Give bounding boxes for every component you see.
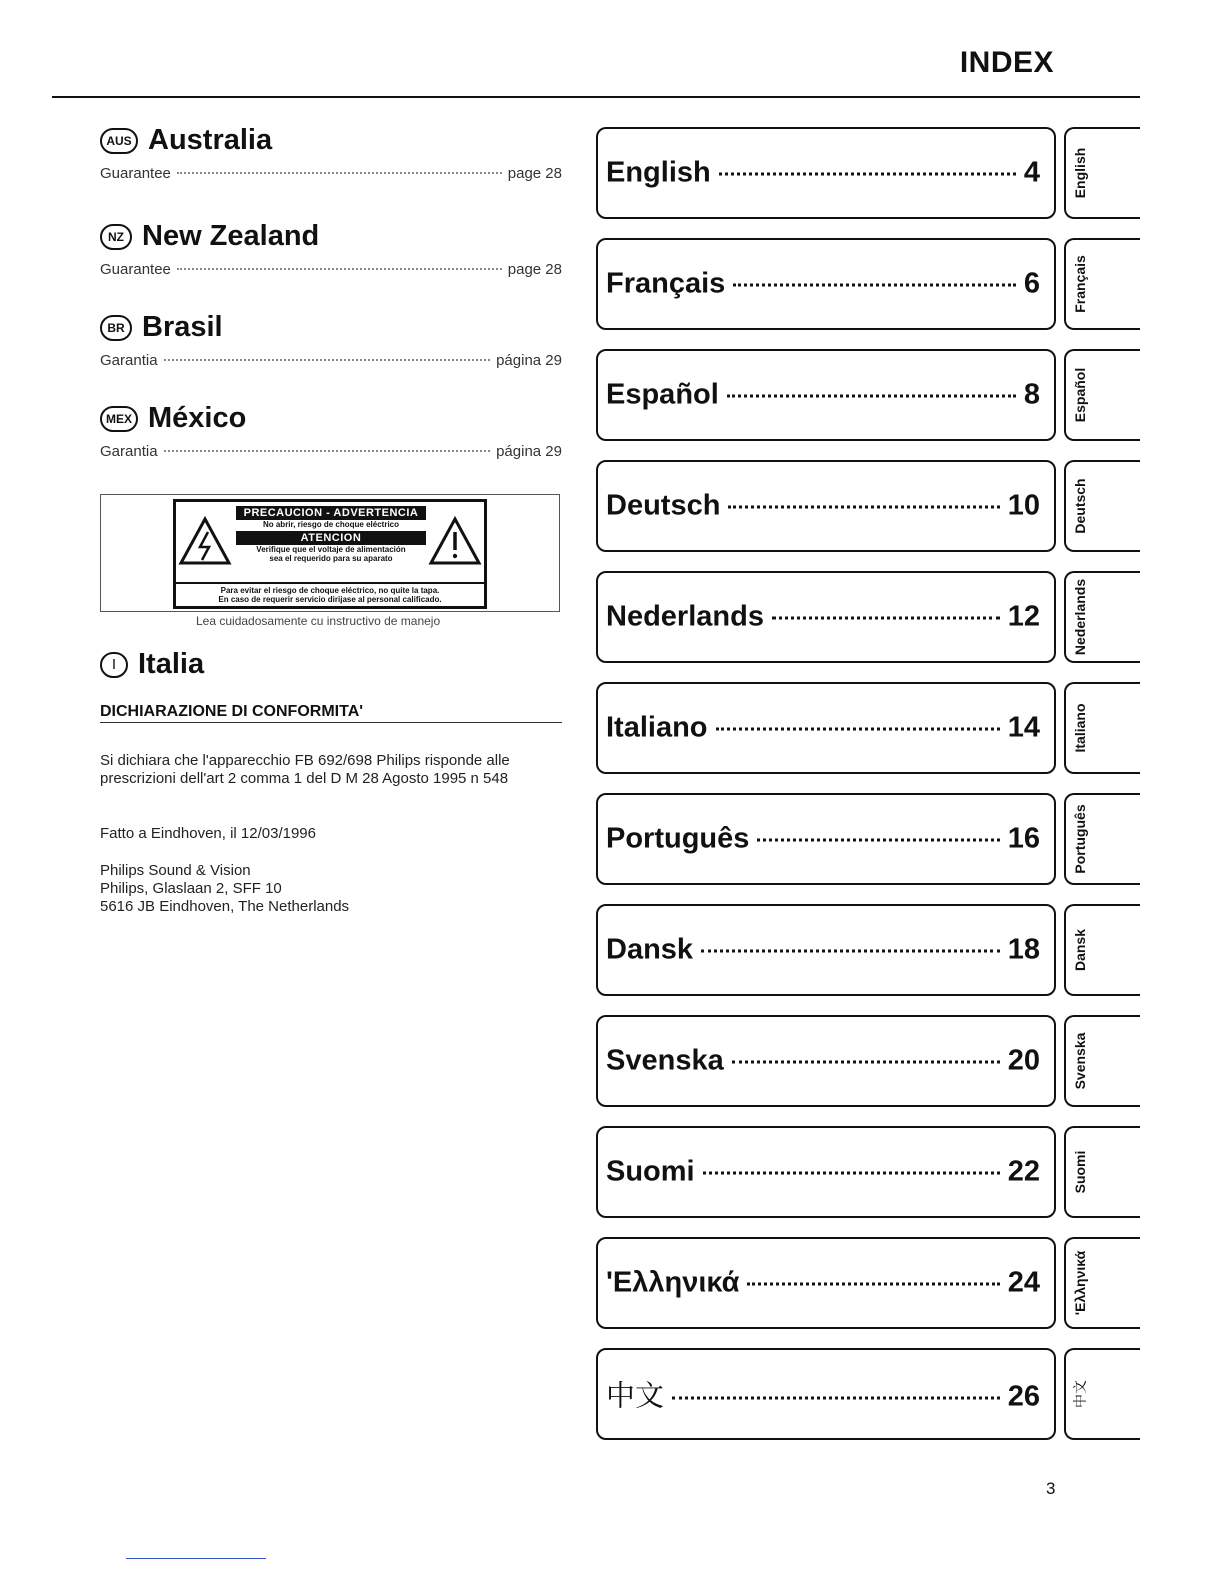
leader-dots [719,173,1016,176]
country-badge-aus: AUS [100,128,138,154]
index-language: English [606,156,711,189]
page-title: INDEX [959,46,1054,79]
warning-bottom [176,582,484,604]
leader-dots [703,1172,1000,1175]
index-language: Svenska [606,1044,724,1077]
index-entry-espanol[interactable] [596,349,1056,441]
guarantee-row [100,352,562,369]
index-entry-suomi[interactable] [596,1126,1056,1218]
leader-dots [672,1397,1000,1400]
leader-dots [716,728,1000,731]
tab-nederlands[interactable] [1064,571,1140,663]
guarantee-label: Garantia [100,443,158,460]
tab-label: Suomi [1072,1150,1088,1194]
tab-espanol[interactable] [1064,349,1140,441]
index-language: Português [606,822,750,855]
footer-rule [126,1558,266,1559]
index-entry-francais[interactable] [596,238,1056,330]
index-entry-chinese[interactable] [596,1348,1056,1440]
country-italia [100,648,204,681]
index-entry-nederlands[interactable] [596,571,1056,663]
index-page: 16 [1007,822,1040,855]
country-brasil [100,311,562,369]
leader-dots [747,1283,999,1286]
tab-label: Português [1072,804,1088,874]
declaration-title: DICHIARAZIONE DI CONFORMITA' [100,703,364,720]
warning-label [173,499,487,609]
page-ref: page 28 [507,165,562,182]
address-line: 5616 JB Eindhoven, The Netherlands [100,898,350,915]
declaration-rule [100,722,562,723]
guarantee-row [100,165,562,182]
country-badge-nz: NZ [100,224,132,250]
index-page: 22 [1007,1155,1040,1188]
index-entry-italiano[interactable] [596,682,1056,774]
index-language: Deutsch [606,489,721,522]
index-page: 20 [1007,1044,1040,1077]
index-page: 26 [1007,1380,1040,1413]
tab-portugues[interactable] [1064,793,1140,885]
warning-bar-precaucion: PRECAUCION - ADVERTENCIA [236,506,426,520]
warning-text-block [236,504,426,563]
index-entry-svenska[interactable] [596,1015,1056,1107]
index-page: 8 [1023,378,1040,411]
country-name: Australia [148,124,273,156]
tab-italiano[interactable] [1064,682,1140,774]
leader-dots [177,268,502,270]
leader-dots [177,172,502,174]
tab-deutsch[interactable] [1064,460,1140,552]
tab-svenska[interactable] [1064,1015,1140,1107]
guarantee-label: Garantia [100,352,158,369]
index-page: 6 [1023,267,1040,300]
index-language: Français [606,267,726,300]
index-language: Dansk [606,933,694,966]
warning-line: Para evitar el riesgo de choque eléctrico, no quite la tapa. [220,586,440,595]
declaration-date: Fatto a Eindhoven, il 12/03/1996 [100,825,316,842]
index-language: 'Ελληνικά [606,1266,740,1299]
leader-dots [728,506,999,509]
country-new-zealand [100,220,562,278]
page-ref: page 28 [507,261,562,278]
index-entry-deutsch[interactable] [596,460,1056,552]
tab-chinese[interactable] [1064,1348,1140,1440]
warning-line: No abrir, riesgo de choque eléctrico [262,520,400,529]
leader-dots [727,395,1016,398]
country-badge-mex: MEX [100,406,138,432]
country-name: Italia [138,648,205,680]
guarantee-row [100,443,562,460]
page-ref: página 29 [496,443,562,460]
electric-hazard-icon [178,516,232,566]
header-rule [52,96,1140,98]
page-number: 3 [1046,1479,1056,1498]
warning-line: En caso de requerir servicio dirijase al personal calificado. [218,595,442,604]
index-entry-portugues[interactable] [596,793,1056,885]
index-language: Nederlands [606,600,764,633]
declaration-text: Si dichiara che l'apparecchio FB 692/698 Philips risponde alle prescrizioni dell'art 2 comma 1 del D M 28 Agosto 1995 n 548 [100,752,510,787]
warning-line: sea el requerido para su aparato [269,554,393,563]
index-language: Italiano [606,711,708,744]
tab-label: Français [1072,255,1088,313]
guarantee-label: Guarantee [100,261,171,278]
country-name: Brasil [142,311,223,343]
leader-dots [757,839,999,842]
tab-label: Italiano [1072,703,1088,753]
index-page: 24 [1007,1266,1040,1299]
index-entry-greek[interactable] [596,1237,1056,1329]
country-badge-br: BR [100,315,132,341]
tab-label: Español [1072,367,1088,423]
index-page: 12 [1007,600,1040,633]
tab-label: Nederlands [1072,578,1088,656]
leader-dots [732,1061,1000,1064]
index-entry-dansk[interactable] [596,904,1056,996]
warning-bar-atencion: ATENCION [236,531,426,545]
address-line: Philips, Glaslaan 2, SFF 10 [100,880,282,897]
leader-dots [701,950,1000,953]
tab-label: 中文 [1072,1380,1088,1408]
index-page: 14 [1007,711,1040,744]
index-language: Suomi [606,1155,695,1188]
warning-box [100,494,560,612]
address-line: Philips Sound & Vision [100,862,251,879]
index-entry-english[interactable] [596,127,1056,219]
exclamation-warning-icon [428,516,482,566]
tab-label: 'Ελληνικά [1072,1250,1088,1316]
country-name: México [148,402,247,434]
guarantee-row [100,261,562,278]
tab-dansk[interactable] [1064,904,1140,996]
country-mexico [100,402,562,460]
tab-english[interactable] [1064,127,1140,219]
leader-dots [164,450,491,452]
leader-dots [733,284,1016,287]
country-australia [100,124,562,182]
index-page: 18 [1007,933,1040,966]
country-badge-i: I [100,652,128,678]
index-language: Español [606,378,719,411]
leader-dots [772,617,1000,620]
warning-caption: Lea cuidadosamente cu instructivo de manejo [196,614,441,628]
index-page: 4 [1023,156,1040,189]
index-page: 10 [1007,489,1040,522]
warning-line: Verifique que el voltaje de alimentación [256,545,406,554]
leader-dots [164,359,491,361]
tab-suomi[interactable] [1064,1126,1140,1218]
tab-greek[interactable] [1064,1237,1140,1329]
country-name: New Zealand [142,220,320,252]
tab-label: English [1072,147,1088,199]
tab-label: Dansk [1072,928,1088,972]
tab-label: Deutsch [1072,478,1088,534]
page-ref: página 29 [496,352,562,369]
guarantee-label: Guarantee [100,165,171,182]
index-language: 中文 [606,1380,665,1413]
tab-francais[interactable] [1064,238,1140,330]
tab-label: Svenska [1072,1032,1088,1090]
